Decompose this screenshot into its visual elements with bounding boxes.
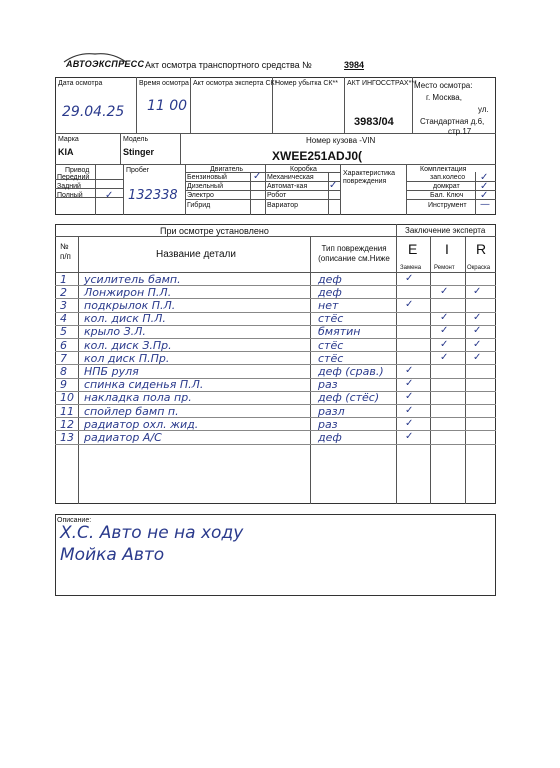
equipment-wrench: Бал. Ключ [430, 192, 464, 199]
row-damage-type: стёс [318, 338, 344, 352]
row-check-e: ✓ [405, 378, 414, 390]
equipment-spare-check: ✓ [480, 172, 489, 183]
row-check-e: ✓ [405, 391, 414, 403]
engine-label: Двигатель [210, 166, 244, 173]
document-title: Акт осмотра транспортного средства № [145, 60, 312, 70]
ingos-label: АКТ ИНГОССТРАХ*** [347, 80, 417, 87]
drive-full-check: ✓ [105, 190, 114, 201]
ingos-value: 3983/04 [354, 116, 394, 128]
place-line3: Стандартная д.6, [420, 117, 485, 126]
col-e-header: E [408, 241, 418, 257]
row-check-r: ✓ [473, 351, 482, 363]
col-damage-header: Тип повреждения (описание см.Ниже [318, 244, 390, 263]
place-label: Место осмотра: [414, 81, 473, 90]
row-part-name: радиатор охл. жид. [84, 417, 199, 431]
expert-act-label: Акт осмотра эксперта СК* [193, 80, 278, 87]
row-check-e: ✓ [405, 404, 414, 416]
row-number: 2 [60, 285, 67, 299]
vin-label: Номер кузова -VIN [306, 136, 376, 145]
equipment-jack: домкрат [433, 183, 460, 190]
row-check-r: ✓ [473, 338, 482, 350]
logo-text: АВТОЭКСПРЕСС [66, 59, 145, 69]
col-part-header: Название детали [156, 249, 236, 260]
row-part-name: крыло З.Л. [84, 325, 146, 339]
drive-front: Передний [57, 174, 90, 181]
row-check-r: ✓ [473, 312, 482, 324]
description-label: Описание: [57, 517, 92, 524]
row-number: 8 [60, 364, 67, 378]
engine-petrol: Бензиновый [187, 174, 227, 181]
row-check-e: ✓ [405, 417, 414, 429]
engine-petrol-check: ✓ [253, 171, 262, 182]
loss-number-label: Номер убытка СК** [275, 80, 338, 87]
row-number: 1 [60, 272, 67, 286]
engine-diesel: Дизельный [187, 183, 223, 190]
row-damage-type: деф [318, 272, 342, 286]
gearbox-label: Коробка [290, 166, 317, 173]
col-r-sub: Окраска [467, 265, 491, 271]
equipment-tools-check: — [480, 199, 490, 210]
row-damage-type: нет [318, 298, 339, 312]
row-number: 7 [60, 351, 67, 365]
date-label: Дата осмотра [58, 80, 103, 87]
col-i-sub: Ремонт [434, 265, 455, 271]
date-value: 29.04.25 [62, 104, 125, 120]
row-check-i: ✓ [440, 325, 449, 337]
row-check-e: ✓ [405, 430, 414, 442]
row-part-name: радиатор А/С [84, 430, 162, 444]
row-check-r: ✓ [473, 285, 482, 297]
row-damage-type: деф [318, 285, 342, 299]
equipment-label: Комплектация [420, 166, 467, 173]
col-e-sub: Замена [400, 265, 422, 271]
engine-electric: Электро [187, 192, 214, 199]
row-part-name: кол. диск П.Л. [84, 312, 166, 326]
model-value: Stinger [123, 147, 155, 157]
row-check-i: ✓ [440, 285, 449, 297]
place-line2: ул. [478, 105, 489, 114]
mileage-label: Пробег [126, 167, 150, 174]
make-value: KIA [58, 147, 74, 157]
row-part-name: подкрылок П.Л. [84, 298, 176, 312]
row-check-e: ✓ [405, 272, 414, 284]
row-part-name: кол диск П.Пр. [84, 351, 170, 365]
row-number: 4 [60, 312, 67, 326]
row-part-name: кол. диск З.Пр. [84, 338, 172, 352]
time-value: 11 00 [147, 98, 188, 114]
gearbox-cvt: Вариатор [267, 202, 299, 209]
drive-rear: Задний [57, 183, 81, 190]
row-damage-type: разл [318, 404, 345, 418]
row-check-r: ✓ [473, 325, 482, 337]
act-number: 3984 [344, 60, 365, 70]
vin-value: XWEE251ADJ0( [272, 149, 363, 163]
row-part-name: накладка пола пр. [84, 391, 192, 405]
model-label: Модель [123, 136, 149, 143]
row-number: 5 [60, 325, 67, 339]
row-damage-type: деф (стёс) [318, 391, 380, 405]
row-number: 9 [60, 378, 67, 392]
row-damage-type: бмятин [318, 325, 361, 339]
row-number: 3 [60, 298, 67, 312]
row-check-e: ✓ [405, 298, 414, 310]
equipment-spare: зап.колесо [430, 174, 466, 181]
damage-char-label: Характеристика повреждения [343, 170, 396, 185]
row-number: 10 [60, 391, 74, 405]
table-title: При осмотре установлено [160, 226, 269, 236]
engine-hybrid: Гибрид [187, 202, 211, 209]
col-num-header: № п/п [60, 242, 71, 261]
row-damage-type: стёс [318, 312, 344, 326]
row-damage-type: деф [318, 430, 342, 444]
row-damage-type: раз [318, 417, 338, 431]
place-line1: г. Москва, [426, 93, 462, 102]
description-line2: Мойка Авто [60, 545, 165, 565]
row-part-name: усилитель бамп. [84, 272, 181, 286]
row-number: 12 [60, 417, 74, 431]
row-part-name: спойлер бамп п. [84, 404, 179, 418]
drive-label: Привод [65, 167, 90, 174]
row-part-name: Лонжирон П.Л. [84, 285, 172, 299]
gearbox-auto: Автомат-кая [267, 183, 308, 190]
row-damage-type: деф (срав.) [318, 364, 384, 378]
gearbox-manual: Механическая [267, 174, 314, 181]
place-line4: стр.17 [448, 127, 472, 136]
row-number: 6 [60, 338, 67, 352]
row-damage-type: раз [318, 378, 338, 392]
time-label: Время осмотра [139, 80, 189, 87]
gearbox-robot: Робот [267, 192, 287, 199]
equipment-tools: Инструмент [428, 202, 467, 209]
row-part-name: НПБ руля [84, 364, 139, 378]
drive-full: Полный [57, 192, 83, 199]
row-check-i: ✓ [440, 312, 449, 324]
col-r-header: R [476, 241, 487, 257]
row-number: 13 [60, 430, 74, 444]
row-check-i: ✓ [440, 351, 449, 363]
row-check-e: ✓ [405, 364, 414, 376]
row-part-name: спинка сиденья П.Л. [84, 378, 204, 392]
col-i-header: I [445, 241, 449, 257]
mileage-value: 132338 [128, 188, 178, 203]
make-label: Марка [58, 136, 79, 143]
equipment-wrench-check: ✓ [480, 190, 489, 201]
logo [60, 50, 145, 72]
gearbox-auto-check: ✓ [329, 180, 338, 191]
row-damage-type: стёс [318, 351, 344, 365]
equipment-jack-check: ✓ [480, 181, 489, 192]
description-line1: Х.С. Авто не на ходу [60, 523, 244, 543]
conclusion-label: Заключение эксперта [405, 226, 486, 235]
row-check-i: ✓ [440, 338, 449, 350]
row-number: 11 [60, 404, 74, 418]
